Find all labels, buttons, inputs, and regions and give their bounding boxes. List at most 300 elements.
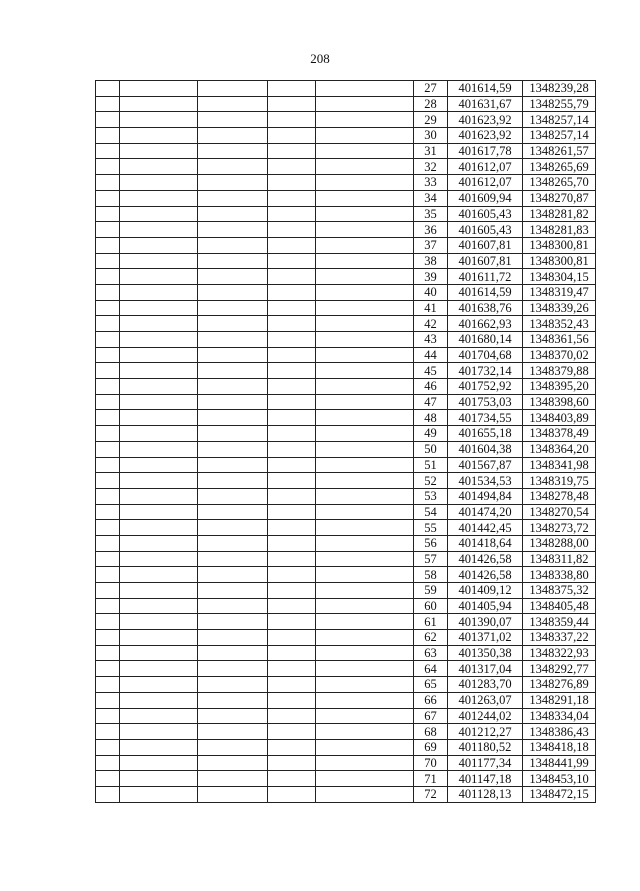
empty-cell	[316, 739, 414, 755]
point-number-cell: 30	[414, 128, 448, 144]
empty-cell	[316, 112, 414, 128]
empty-cell	[120, 222, 198, 238]
y-coordinate-cell: 1348375,32	[523, 583, 596, 599]
table-row	[96, 269, 596, 285]
empty-cell	[316, 190, 414, 206]
table-row	[96, 457, 596, 473]
point-number-cell: 69	[414, 739, 448, 755]
point-number-cell: 41	[414, 300, 448, 316]
empty-cell	[268, 426, 316, 442]
y-coordinate-cell: 1348276,89	[523, 677, 596, 693]
y-coordinate-cell: 1348300,81	[523, 253, 596, 269]
empty-cell	[96, 771, 120, 787]
empty-cell	[316, 724, 414, 740]
x-coordinate-cell: 401244,02	[448, 708, 523, 724]
empty-cell	[120, 739, 198, 755]
empty-cell	[268, 457, 316, 473]
point-number-cell: 48	[414, 410, 448, 426]
point-number-cell: 54	[414, 504, 448, 520]
table-row	[96, 143, 596, 159]
empty-cell	[96, 269, 120, 285]
empty-cell	[268, 598, 316, 614]
empty-cell	[198, 206, 268, 222]
empty-cell	[316, 504, 414, 520]
empty-cell	[120, 394, 198, 410]
empty-cell	[268, 630, 316, 646]
empty-cell	[120, 786, 198, 802]
table-row	[96, 771, 596, 787]
empty-cell	[268, 771, 316, 787]
y-coordinate-cell: 1348361,56	[523, 332, 596, 348]
empty-cell	[96, 112, 120, 128]
x-coordinate-cell: 401614,59	[448, 284, 523, 300]
x-coordinate-cell: 401147,18	[448, 771, 523, 787]
empty-cell	[268, 567, 316, 583]
empty-cell	[198, 614, 268, 630]
empty-cell	[316, 96, 414, 112]
y-coordinate-cell: 1348281,82	[523, 206, 596, 222]
empty-cell	[120, 692, 198, 708]
empty-cell	[268, 284, 316, 300]
x-coordinate-cell: 401704,68	[448, 347, 523, 363]
y-coordinate-cell: 1348291,18	[523, 692, 596, 708]
table-row	[96, 426, 596, 442]
empty-cell	[96, 520, 120, 536]
x-coordinate-cell: 401614,59	[448, 81, 523, 97]
table-row	[96, 535, 596, 551]
empty-cell	[268, 206, 316, 222]
empty-cell	[198, 96, 268, 112]
empty-cell	[96, 332, 120, 348]
empty-cell	[268, 332, 316, 348]
table-row	[96, 222, 596, 238]
x-coordinate-cell: 401732,14	[448, 363, 523, 379]
table-row	[96, 410, 596, 426]
table-row	[96, 598, 596, 614]
empty-cell	[316, 363, 414, 379]
empty-cell	[96, 316, 120, 332]
empty-cell	[120, 473, 198, 489]
empty-cell	[96, 661, 120, 677]
empty-cell	[120, 630, 198, 646]
table-row	[96, 81, 596, 97]
empty-cell	[316, 426, 414, 442]
table-row	[96, 441, 596, 457]
point-number-cell: 57	[414, 551, 448, 567]
table-row	[96, 300, 596, 316]
empty-cell	[120, 143, 198, 159]
empty-cell	[96, 379, 120, 395]
empty-cell	[316, 583, 414, 599]
empty-cell	[268, 410, 316, 426]
x-coordinate-cell: 401631,67	[448, 96, 523, 112]
empty-cell	[268, 347, 316, 363]
empty-cell	[96, 504, 120, 520]
empty-cell	[96, 786, 120, 802]
empty-cell	[96, 363, 120, 379]
y-coordinate-cell: 1348322,93	[523, 645, 596, 661]
x-coordinate-cell: 401611,72	[448, 269, 523, 285]
empty-cell	[96, 551, 120, 567]
x-coordinate-cell: 401604,38	[448, 441, 523, 457]
empty-cell	[268, 394, 316, 410]
y-coordinate-cell: 1348441,99	[523, 755, 596, 771]
y-coordinate-cell: 1348359,44	[523, 614, 596, 630]
empty-cell	[96, 630, 120, 646]
y-coordinate-cell: 1348300,81	[523, 237, 596, 253]
empty-cell	[268, 708, 316, 724]
table-row	[96, 159, 596, 175]
empty-cell	[316, 206, 414, 222]
empty-cell	[268, 363, 316, 379]
table-row	[96, 630, 596, 646]
empty-cell	[268, 269, 316, 285]
y-coordinate-cell: 1348364,20	[523, 441, 596, 457]
table-row	[96, 175, 596, 191]
empty-cell	[120, 159, 198, 175]
x-coordinate-cell: 401623,92	[448, 112, 523, 128]
empty-cell	[96, 583, 120, 599]
empty-cell	[198, 473, 268, 489]
x-coordinate-cell: 401612,07	[448, 175, 523, 191]
empty-cell	[198, 535, 268, 551]
x-coordinate-cell: 401418,64	[448, 535, 523, 551]
empty-cell	[96, 724, 120, 740]
empty-cell	[316, 708, 414, 724]
empty-cell	[198, 739, 268, 755]
point-number-cell: 42	[414, 316, 448, 332]
empty-cell	[268, 535, 316, 551]
empty-cell	[316, 175, 414, 191]
table-row	[96, 316, 596, 332]
empty-cell	[268, 143, 316, 159]
empty-cell	[96, 300, 120, 316]
y-coordinate-cell: 1348418,18	[523, 739, 596, 755]
table-row	[96, 394, 596, 410]
empty-cell	[198, 786, 268, 802]
empty-cell	[198, 112, 268, 128]
empty-cell	[120, 614, 198, 630]
x-coordinate-cell: 401609,94	[448, 190, 523, 206]
empty-cell	[268, 551, 316, 567]
y-coordinate-cell: 1348453,10	[523, 771, 596, 787]
empty-cell	[120, 724, 198, 740]
empty-cell	[96, 81, 120, 97]
empty-cell	[268, 175, 316, 191]
empty-cell	[198, 598, 268, 614]
y-coordinate-cell: 1348261,57	[523, 143, 596, 159]
empty-cell	[198, 175, 268, 191]
empty-cell	[316, 143, 414, 159]
empty-cell	[198, 347, 268, 363]
empty-cell	[198, 755, 268, 771]
empty-cell	[120, 504, 198, 520]
empty-cell	[268, 222, 316, 238]
empty-cell	[268, 379, 316, 395]
y-coordinate-cell: 1348265,69	[523, 159, 596, 175]
empty-cell	[198, 363, 268, 379]
empty-cell	[316, 551, 414, 567]
empty-cell	[316, 488, 414, 504]
empty-cell	[268, 159, 316, 175]
empty-cell	[198, 128, 268, 144]
empty-cell	[96, 175, 120, 191]
y-coordinate-cell: 1348273,72	[523, 520, 596, 536]
y-coordinate-cell: 1348278,48	[523, 488, 596, 504]
empty-cell	[316, 159, 414, 175]
empty-cell	[316, 316, 414, 332]
empty-cell	[120, 300, 198, 316]
table-row	[96, 112, 596, 128]
empty-cell	[268, 755, 316, 771]
table-row	[96, 708, 596, 724]
x-coordinate-cell: 401662,93	[448, 316, 523, 332]
point-number-cell: 40	[414, 284, 448, 300]
x-coordinate-cell: 401426,58	[448, 551, 523, 567]
empty-cell	[316, 128, 414, 144]
empty-cell	[96, 394, 120, 410]
empty-cell	[120, 347, 198, 363]
y-coordinate-cell: 1348386,43	[523, 724, 596, 740]
empty-cell	[198, 771, 268, 787]
empty-cell	[96, 488, 120, 504]
y-coordinate-cell: 1348379,88	[523, 363, 596, 379]
empty-cell	[198, 520, 268, 536]
empty-cell	[96, 237, 120, 253]
x-coordinate-cell: 401390,07	[448, 614, 523, 630]
table-row	[96, 739, 596, 755]
y-coordinate-cell: 1348405,48	[523, 598, 596, 614]
empty-cell	[268, 316, 316, 332]
x-coordinate-cell: 401623,92	[448, 128, 523, 144]
table-row	[96, 692, 596, 708]
point-number-cell: 51	[414, 457, 448, 473]
empty-cell	[268, 488, 316, 504]
empty-cell	[96, 190, 120, 206]
empty-cell	[316, 457, 414, 473]
y-coordinate-cell: 1348311,82	[523, 551, 596, 567]
empty-cell	[120, 441, 198, 457]
point-number-cell: 45	[414, 363, 448, 379]
table-row	[96, 520, 596, 536]
empty-cell	[120, 190, 198, 206]
y-coordinate-cell: 1348239,28	[523, 81, 596, 97]
table-row	[96, 284, 596, 300]
point-number-cell: 46	[414, 379, 448, 395]
empty-cell	[268, 520, 316, 536]
empty-cell	[120, 332, 198, 348]
empty-cell	[316, 630, 414, 646]
empty-cell	[268, 504, 316, 520]
empty-cell	[96, 410, 120, 426]
empty-cell	[198, 504, 268, 520]
empty-cell	[120, 237, 198, 253]
empty-cell	[120, 661, 198, 677]
empty-cell	[120, 128, 198, 144]
point-number-cell: 34	[414, 190, 448, 206]
point-number-cell: 62	[414, 630, 448, 646]
empty-cell	[198, 567, 268, 583]
point-number-cell: 64	[414, 661, 448, 677]
x-coordinate-cell: 401638,76	[448, 300, 523, 316]
x-coordinate-cell: 401607,81	[448, 253, 523, 269]
empty-cell	[120, 535, 198, 551]
empty-cell	[198, 253, 268, 269]
x-coordinate-cell: 401405,94	[448, 598, 523, 614]
empty-cell	[316, 535, 414, 551]
empty-cell	[96, 128, 120, 144]
empty-cell	[268, 96, 316, 112]
point-number-cell: 67	[414, 708, 448, 724]
table-row	[96, 567, 596, 583]
empty-cell	[316, 284, 414, 300]
table-row	[96, 724, 596, 740]
x-coordinate-cell: 401317,04	[448, 661, 523, 677]
point-number-cell: 49	[414, 426, 448, 442]
empty-cell	[96, 567, 120, 583]
empty-cell	[120, 112, 198, 128]
y-coordinate-cell: 1348370,02	[523, 347, 596, 363]
empty-cell	[316, 441, 414, 457]
table-row	[96, 614, 596, 630]
empty-cell	[120, 96, 198, 112]
empty-cell	[120, 269, 198, 285]
point-number-cell: 53	[414, 488, 448, 504]
empty-cell	[268, 300, 316, 316]
empty-cell	[198, 630, 268, 646]
y-coordinate-cell: 1348337,22	[523, 630, 596, 646]
empty-cell	[120, 598, 198, 614]
point-number-cell: 29	[414, 112, 448, 128]
point-number-cell: 65	[414, 677, 448, 693]
x-coordinate-cell: 401494,84	[448, 488, 523, 504]
empty-cell	[316, 677, 414, 693]
empty-cell	[268, 614, 316, 630]
empty-cell	[198, 724, 268, 740]
table-row	[96, 332, 596, 348]
empty-cell	[96, 96, 120, 112]
y-coordinate-cell: 1348304,15	[523, 269, 596, 285]
x-coordinate-cell: 401617,78	[448, 143, 523, 159]
empty-cell	[198, 488, 268, 504]
table-row	[96, 786, 596, 802]
empty-cell	[96, 206, 120, 222]
empty-cell	[198, 551, 268, 567]
table-row	[96, 379, 596, 395]
empty-cell	[96, 614, 120, 630]
table-row	[96, 755, 596, 771]
y-coordinate-cell: 1348281,83	[523, 222, 596, 238]
empty-cell	[120, 316, 198, 332]
empty-cell	[96, 692, 120, 708]
empty-cell	[120, 708, 198, 724]
x-coordinate-cell: 401605,43	[448, 206, 523, 222]
point-number-cell: 70	[414, 755, 448, 771]
empty-cell	[96, 755, 120, 771]
table-row	[96, 206, 596, 222]
empty-cell	[96, 253, 120, 269]
y-coordinate-cell: 1348288,00	[523, 535, 596, 551]
empty-cell	[268, 473, 316, 489]
y-coordinate-cell: 1348257,14	[523, 112, 596, 128]
empty-cell	[198, 269, 268, 285]
empty-cell	[96, 222, 120, 238]
y-coordinate-cell: 1348292,77	[523, 661, 596, 677]
x-coordinate-cell: 401534,53	[448, 473, 523, 489]
y-coordinate-cell: 1348257,14	[523, 128, 596, 144]
empty-cell	[268, 583, 316, 599]
point-number-cell: 55	[414, 520, 448, 536]
empty-cell	[316, 269, 414, 285]
table-row	[96, 253, 596, 269]
x-coordinate-cell: 401371,02	[448, 630, 523, 646]
point-number-cell: 68	[414, 724, 448, 740]
table-row	[96, 190, 596, 206]
point-number-cell: 28	[414, 96, 448, 112]
table-row	[96, 347, 596, 363]
y-coordinate-cell: 1348270,54	[523, 504, 596, 520]
empty-cell	[120, 567, 198, 583]
empty-cell	[96, 284, 120, 300]
x-coordinate-cell: 401612,07	[448, 159, 523, 175]
empty-cell	[316, 614, 414, 630]
empty-cell	[96, 677, 120, 693]
point-number-cell: 39	[414, 269, 448, 285]
empty-cell	[96, 535, 120, 551]
empty-cell	[120, 363, 198, 379]
empty-cell	[316, 755, 414, 771]
x-coordinate-cell: 401283,70	[448, 677, 523, 693]
point-number-cell: 63	[414, 645, 448, 661]
y-coordinate-cell: 1348319,47	[523, 284, 596, 300]
empty-cell	[316, 332, 414, 348]
empty-cell	[96, 347, 120, 363]
x-coordinate-cell: 401426,58	[448, 567, 523, 583]
point-number-cell: 32	[414, 159, 448, 175]
empty-cell	[316, 692, 414, 708]
y-coordinate-cell: 1348255,79	[523, 96, 596, 112]
empty-cell	[198, 661, 268, 677]
point-number-cell: 50	[414, 441, 448, 457]
empty-cell	[268, 677, 316, 693]
x-coordinate-cell: 401680,14	[448, 332, 523, 348]
point-number-cell: 37	[414, 237, 448, 253]
empty-cell	[96, 708, 120, 724]
empty-cell	[198, 159, 268, 175]
y-coordinate-cell: 1348339,26	[523, 300, 596, 316]
empty-cell	[316, 222, 414, 238]
empty-cell	[268, 190, 316, 206]
empty-cell	[268, 692, 316, 708]
empty-cell	[120, 426, 198, 442]
empty-cell	[198, 300, 268, 316]
table-row	[96, 645, 596, 661]
empty-cell	[316, 771, 414, 787]
coordinates-table	[95, 80, 596, 803]
x-coordinate-cell: 401263,07	[448, 692, 523, 708]
x-coordinate-cell: 401567,87	[448, 457, 523, 473]
empty-cell	[268, 128, 316, 144]
table-row	[96, 488, 596, 504]
point-number-cell: 52	[414, 473, 448, 489]
table-row	[96, 363, 596, 379]
table-row	[96, 504, 596, 520]
empty-cell	[316, 567, 414, 583]
empty-cell	[198, 645, 268, 661]
empty-cell	[96, 739, 120, 755]
empty-cell	[316, 81, 414, 97]
empty-cell	[268, 253, 316, 269]
